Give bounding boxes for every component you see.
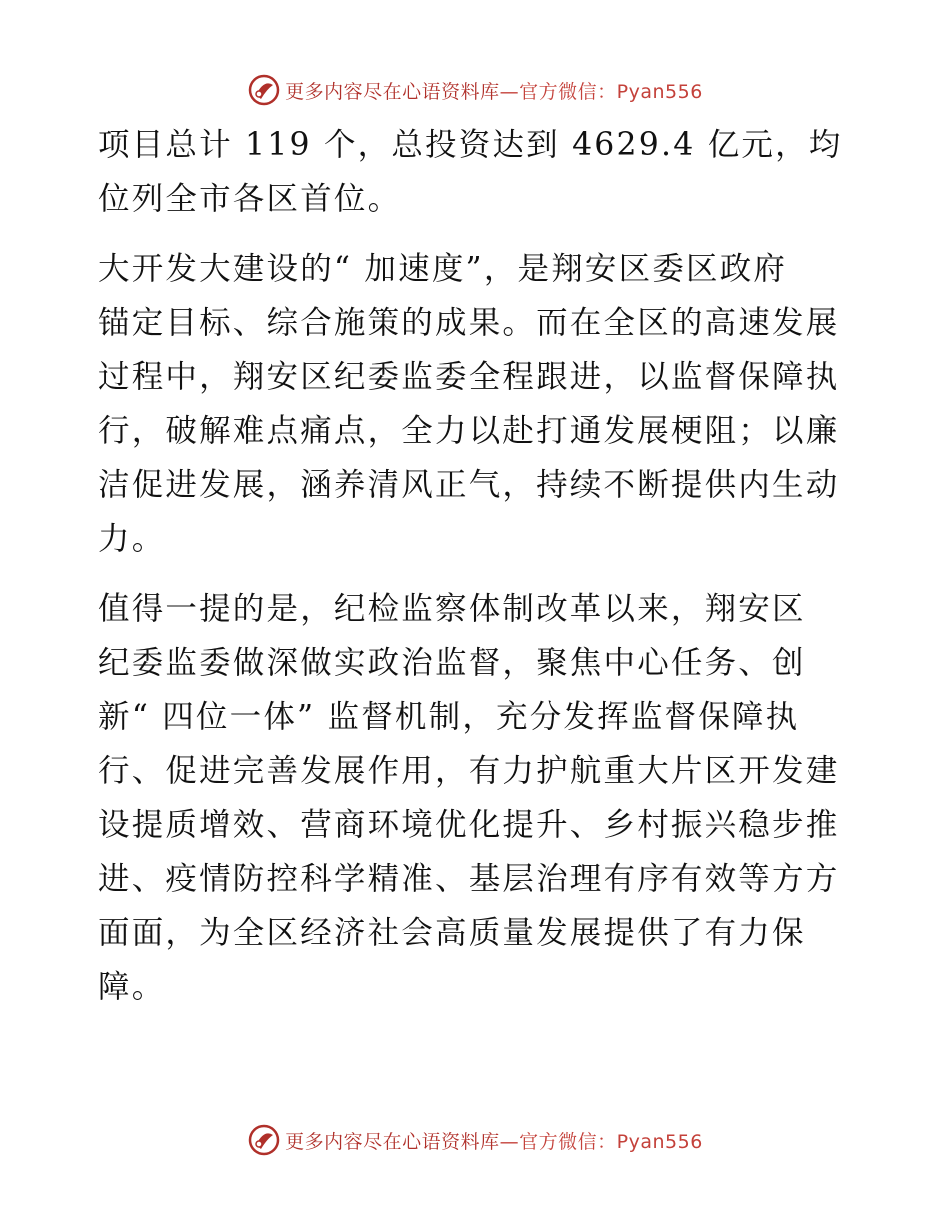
paragraph-2 xyxy=(98,242,850,566)
footer-banner-text xyxy=(285,1127,703,1154)
logo-icon xyxy=(247,73,281,107)
header-banner xyxy=(0,70,950,110)
text-line: 行，破解难点痛点，全力以赴打通发展梗阻；以廉 xyxy=(98,413,840,449)
text-line: 过程中，翔安区纪委监委全程跟进，以监督保障执 xyxy=(98,359,840,395)
text-line: 锚定目标、综合施策的成果。而在全区的高速发展 xyxy=(98,305,840,341)
text-line: 新“ 四位一体” 监督机制，充分发挥监督保障执 xyxy=(98,699,800,735)
logo-icon xyxy=(247,1123,281,1157)
text-line: 值得一提的是，纪检监察体制改革以来，翔安区 xyxy=(98,591,806,627)
paragraph-1 xyxy=(98,118,850,226)
text-line: 力。 xyxy=(98,521,166,557)
document-body xyxy=(98,118,850,1030)
header-banner-tail: —官方微信：Pyan556 xyxy=(499,80,703,103)
footer-banner-main: 更多内容尽在心语资料库 xyxy=(285,1130,500,1153)
text-line: 大开发大建设的“ 加速度”，是翔安区委区政府 xyxy=(98,251,788,287)
footer-banner-tail: —官方微信：Pyan556 xyxy=(499,1130,703,1153)
paragraph-3 xyxy=(98,582,850,1014)
header-banner-text xyxy=(285,77,703,104)
text-line: 洁促进发展，涵养清风正气，持续不断提供内生动 xyxy=(98,467,840,503)
text-line: 面面，为全区经济社会高质量发展提供了有力保 xyxy=(98,915,806,951)
header-banner-main: 更多内容尽在心语资料库 xyxy=(285,80,500,103)
footer-banner xyxy=(0,1120,950,1160)
text-line: 进、疫情防控科学精准、基层治理有序有效等方方 xyxy=(98,861,840,897)
text-line: 纪委监委做深做实政治监督，聚焦中心任务、创 xyxy=(98,645,806,681)
text-line: 设提质增效、营商环境优化提升、乡村振兴稳步推 xyxy=(98,807,840,843)
text-line: 项目总计 119 个，总投资达到 4629.4 亿元，均 xyxy=(98,127,843,163)
text-line: 障。 xyxy=(98,969,166,1005)
text-line: 行、促进完善发展作用，有力护航重大片区开发建 xyxy=(98,753,840,789)
text-line: 位列全市各区首位。 xyxy=(98,181,402,217)
